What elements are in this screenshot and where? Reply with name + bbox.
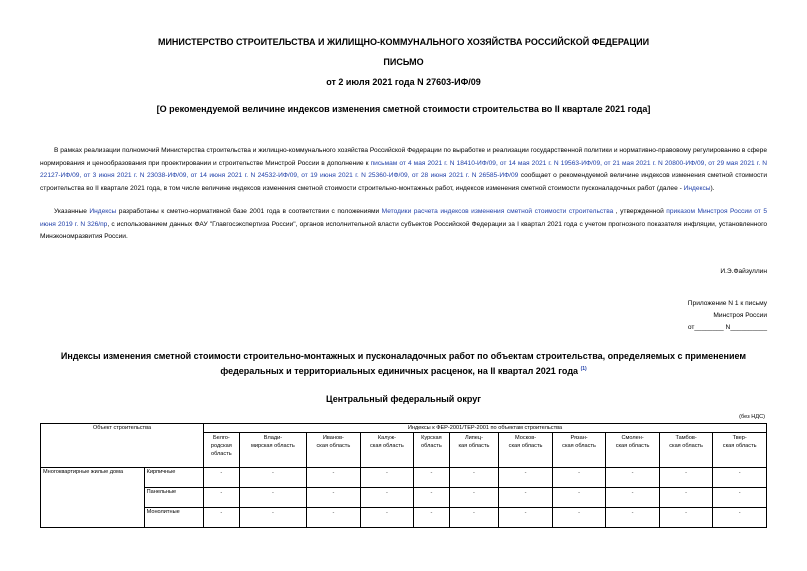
p1-text-a: В рамках реализации полномочий Министерства строительства и жилищно-коммунального хозяйства Российской Федерации по выработке и реализации государственной политики и нормативно-правовому регулированию в сфере нормирования и ценообразования при проектировании и строительстве Минстрой России в дополнение к <box>40 147 767 167</box>
paragraph-1 <box>40 145 767 195</box>
table-cell: - <box>552 508 606 528</box>
table-cell: - <box>307 508 361 528</box>
region-header: Твер- ская область <box>713 433 767 468</box>
region-header: Влади- мирская область <box>239 433 306 468</box>
section-title <box>40 350 767 378</box>
table-cell: - <box>204 468 240 488</box>
region-header: Липец- кая область <box>449 433 499 468</box>
table-row <box>41 488 767 508</box>
p2-text-b: разработаны к сметно-нормативной базе 2001 года в соответствии с положениями <box>116 208 382 215</box>
row-type-label: Кирпичные <box>144 468 203 488</box>
region-header: Тамбов- ская область <box>659 433 713 468</box>
region-header: Москов- ская область <box>499 433 553 468</box>
appendix-line-1: Приложение N 1 к письму <box>687 300 767 307</box>
footnote-link[interactable]: (1) <box>580 366 587 372</box>
region-header: Иванов- ская область <box>307 433 361 468</box>
table-cell: - <box>204 488 240 508</box>
table-cell: - <box>360 468 414 488</box>
table-cell: - <box>659 468 713 488</box>
table-cell: - <box>360 508 414 528</box>
p2-text-c: , утвержденной <box>613 208 667 215</box>
section-title-text: Индексы изменения сметной стоимости строительно-монтажных и пусконаладочных работ по объектам строительства, определяемых с применением федеральных и территориальных единичных расценок, на II квартал 2021 года <box>60 351 747 376</box>
doc-subject: [О рекомендуемой величине индексов изменения сметной стоимости строительства во II квартале 2021 года] <box>156 104 651 114</box>
table-cell: - <box>449 468 499 488</box>
col-object-header: Объект строительства <box>41 424 204 468</box>
vat-note: (без НДС) <box>739 414 765 420</box>
doc-date-number: от 2 июля 2021 года N 27603-ИФ/09 <box>326 77 481 87</box>
table-cell: - <box>414 488 449 508</box>
table-cell: - <box>659 488 713 508</box>
table-cell: - <box>713 468 767 488</box>
region-header: Курская область <box>414 433 449 468</box>
region-header: Калуж- ская область <box>360 433 414 468</box>
table-cell: - <box>552 488 606 508</box>
table-header-row-1 <box>41 424 767 433</box>
col-indices-header: Индексы к ФЕР-2001/ТЕР-2001 по объектам строительства <box>204 424 767 433</box>
link-previous-letters[interactable]: письмам от 4 мая 2021 г. N 18410-ИФ/09, от 14 мая 2021 г. N 19563-ИФ/09, от 21 мая 2021 г. N 20800-ИФ/09, от 29 мая 2021 г. N 22127-ИФ/09, от 3 июня 2021 г. N 23038-ИФ/09, от 14 июня 2021 г. N 24532-ИФ/09, от 19 июня 2021 г. N 25360-ИФ/09, от 28 июня 2021 г. N 26585-ИФ/09 <box>40 159 767 179</box>
table-cell: - <box>414 468 449 488</box>
p2-text-d: , с использованием данных ФАУ "Главгосэкспертиза России", органов исполнительной власти субъектов Российской Федерации за I квартал 2021 года с учетом прогнозного показателя инфляции, установленного Минэкономразвития России. <box>40 220 767 240</box>
row-type-label: Панельные <box>144 488 203 508</box>
region-header: Рязан- ская область <box>552 433 606 468</box>
table-cell: - <box>606 488 660 508</box>
appendix-block <box>567 298 767 334</box>
table-cell: - <box>307 488 361 508</box>
table-cell: - <box>307 468 361 488</box>
p1-text-c: ). <box>710 184 715 192</box>
region-header: Белго- родская область <box>204 433 240 468</box>
table-cell: - <box>713 508 767 528</box>
district-title: Центральный федеральный округ <box>326 394 481 404</box>
paragraph-2 <box>40 206 767 244</box>
table-cell: - <box>239 468 306 488</box>
link-order[interactable]: приказом Минстроя России от 5 июня 2019 г. N 326/пр <box>40 208 767 228</box>
table-cell: - <box>552 468 606 488</box>
table-cell: - <box>239 508 306 528</box>
link-indices[interactable]: Индексы <box>683 184 711 192</box>
table-row <box>41 468 767 488</box>
ministry-title: МИНИСТЕРСТВО СТРОИТЕЛЬСТВА И ЖИЛИЩНО-КОММУНАЛЬНОГО ХОЗЯЙСТВА РОССИЙСКОЙ ФЕДЕРАЦИИ <box>157 37 650 47</box>
table-cell: - <box>499 488 553 508</box>
link-methodology[interactable]: Методики расчета индексов изменения сметной стоимости строительства <box>381 208 614 215</box>
table-cell: - <box>499 508 553 528</box>
table-cell: - <box>606 508 660 528</box>
table-cell: - <box>414 508 449 528</box>
appendix-line-3: от________ N__________ <box>687 324 767 331</box>
table-cell: - <box>360 488 414 508</box>
table-cell: - <box>239 488 306 508</box>
table-row <box>41 508 767 528</box>
doc-type: ПИСЬМО <box>383 57 424 67</box>
table-cell: - <box>204 508 240 528</box>
table-cell: - <box>606 468 660 488</box>
appendix-line-2: Минстроя России <box>713 312 767 319</box>
p2-text-a: Указанные <box>54 208 90 215</box>
table-cell: - <box>449 488 499 508</box>
table-cell: - <box>449 508 499 528</box>
signature: И.Э.Файзуллин <box>720 268 767 275</box>
indices-table <box>40 423 767 528</box>
table-cell: - <box>499 468 553 488</box>
row-type-label: Монолитные <box>144 508 203 528</box>
table-cell: - <box>659 508 713 528</box>
table-cell: - <box>713 488 767 508</box>
p1-text-b: сообщает о рекомендуемой величине индексов изменения сметной стоимости строительства во II квартале 2021 года, в том числе величине индексов изменения сметной стоимости строительно-монтажных работ, индексов изменения сметной стоимости пусконаладочных работ (далее - <box>40 172 767 192</box>
region-header: Смолен- ская область <box>606 433 660 468</box>
table-body <box>41 468 767 528</box>
link-indices-2[interactable]: Индексы <box>89 208 117 215</box>
row-group-label: Многоквартирные жилые дома <box>41 468 145 528</box>
